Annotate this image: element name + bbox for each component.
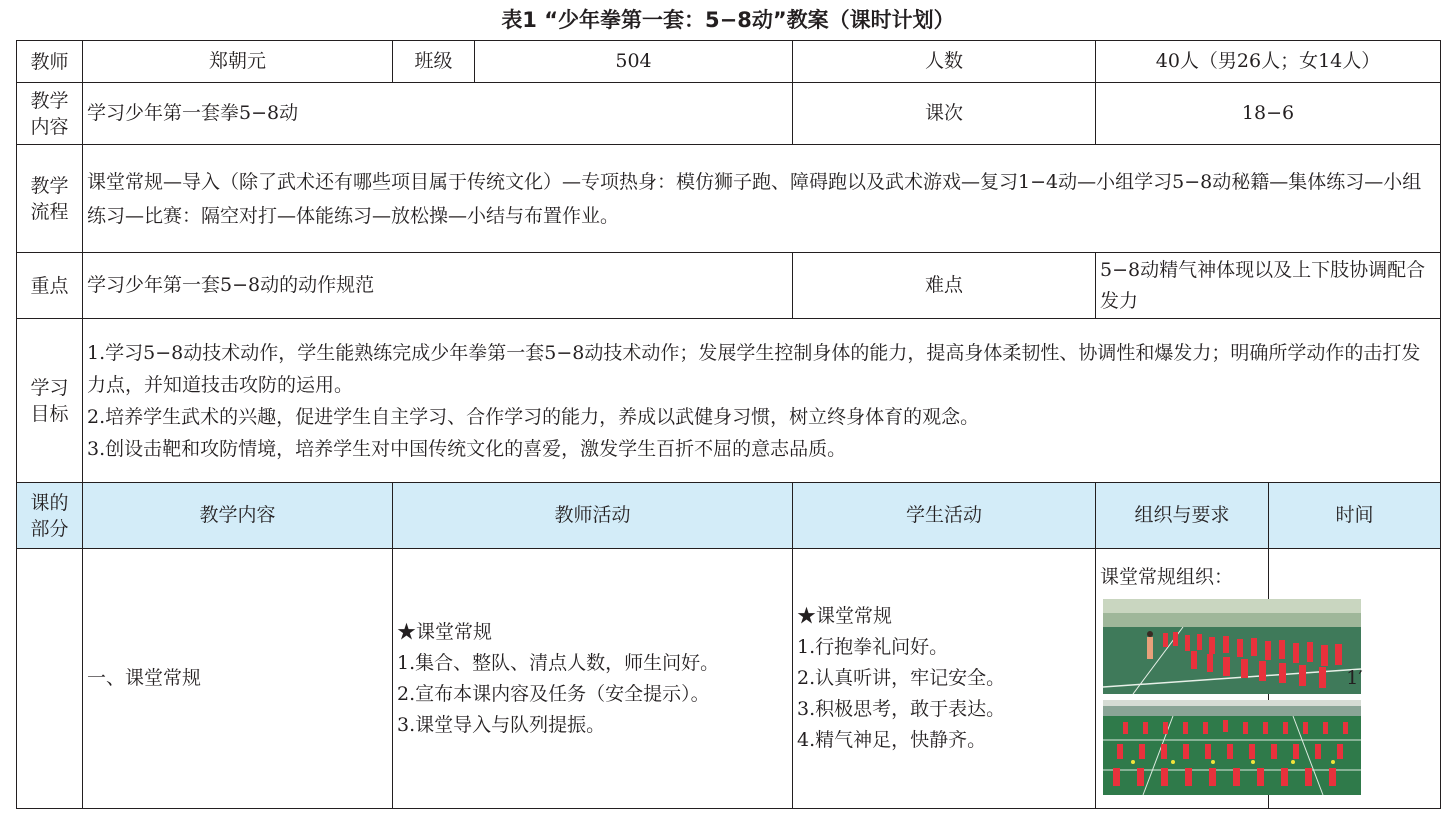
key-point: 学习少年第一套5−8动的动作规范 [83, 253, 793, 319]
flow-label-line2: 流程 [30, 200, 69, 223]
difficulty-label: 难点 [793, 253, 1096, 319]
student-activity-item: 4.精气神足，快静齐。 [797, 729, 987, 751]
header-content: 教学内容 [83, 483, 393, 549]
organization-title: 课堂常规组织： [1100, 566, 1234, 588]
teacher-activity-item: 2.宣布本课内容及任务（安全提示）。 [397, 682, 710, 705]
student-activity-item: 3.积极思考，敢于表达。 [797, 698, 1006, 720]
header-part [17, 483, 83, 549]
student-activity-item: 1.行抱拳礼问好。 [797, 636, 949, 658]
table-title: 表1 “少年拳第一套：5−8动”教案（课时计划） [501, 8, 955, 32]
lesson-content: 学习少年第一套拳5−8动 [83, 83, 793, 145]
teacher-activity-item: 1.集合、整队、清点人数，师生问好。 [397, 651, 720, 674]
goal-item: 2.培养学生武术的兴趣，促进学生自主学习、合作学习的能力，养成以武健身习惯，树立终身体育的观念。 [87, 405, 980, 428]
student-count-label: 人数 [793, 41, 1096, 83]
lesson-plan-table [16, 40, 1441, 809]
goal-item: 3.创设击靶和攻防情境，培养学生对中国传统文化的喜爱，激发学生百折不屈的意志品质。 [87, 437, 847, 460]
header-teacher-activity: 教师活动 [393, 483, 793, 549]
student-activity [793, 549, 1096, 809]
column-header-row [17, 483, 1441, 549]
header-organization: 组织与要求 [1096, 483, 1269, 549]
part-cell [17, 549, 83, 809]
header-part-line2: 部分 [30, 517, 69, 540]
info-row-key [17, 253, 1441, 319]
formation-photo [1103, 700, 1361, 795]
info-row-flow [17, 145, 1441, 253]
student-count: 40人（男26人；女14人） [1096, 41, 1441, 83]
lesson-number-label: 课次 [793, 83, 1096, 145]
learning-goals [83, 319, 1441, 483]
goal-label [17, 319, 83, 483]
table-row [17, 549, 1441, 809]
header-student-activity: 学生活动 [793, 483, 1096, 549]
formation-photo [1103, 599, 1361, 694]
class-label: 班级 [393, 41, 475, 83]
flow-label-line1: 教学 [30, 174, 69, 197]
teaching-flow: 课堂常规—导入（除了武术还有哪些项目属于传统文化）—专项热身：模仿狮子跑、障碍跑以及武术游戏—复习1−4动—小组学习5−8动秘籍—集体练习—小组练习—比赛：隔空对打—体能练习—放松操—小结与布置作业。 [83, 145, 1441, 253]
student-activity-title: ★课堂常规 [797, 605, 893, 627]
goal-label-line2: 目标 [30, 402, 69, 425]
teacher-name: 郑朝元 [83, 41, 393, 83]
content-label [17, 83, 83, 145]
goal-item: 1.学习5−8动技术动作，学生能熟练完成少年拳第一套5−8动技术动作；发展学生控制身体的能力，提高身体柔韧性、协调性和爆发力；明确所学动作的击打发力点，并知道技击攻防的运用。 [87, 341, 1421, 396]
teacher-activity [393, 549, 793, 809]
goal-label-line1: 学习 [30, 376, 69, 399]
teacher-label: 教师 [17, 41, 83, 83]
info-row-goals [17, 319, 1441, 483]
header-time: 时间 [1269, 483, 1441, 549]
class-number: 504 [475, 41, 793, 83]
content-label-line1: 教学 [30, 89, 69, 112]
teacher-activity-title: ★课堂常规 [397, 620, 493, 643]
info-row-content [17, 83, 1441, 145]
header-part-line1: 课的 [30, 491, 69, 514]
teacher-activity-item: 3.课堂导入与队列提振。 [397, 713, 606, 736]
key-point-label: 重点 [17, 253, 83, 319]
flow-label [17, 145, 83, 253]
organization-cell [1096, 549, 1269, 809]
difficulty: 5−8动精气神体现以及上下肢协调配合发力 [1096, 253, 1441, 319]
student-activity-item: 2.认真听讲，牢记安全。 [797, 667, 1006, 689]
content-label-line2: 内容 [30, 115, 69, 138]
info-row-teacher [17, 41, 1441, 83]
row-time: 1′ [1269, 549, 1441, 809]
row-content: 一、课堂常规 [83, 549, 393, 809]
lesson-number: 18−6 [1096, 83, 1441, 145]
